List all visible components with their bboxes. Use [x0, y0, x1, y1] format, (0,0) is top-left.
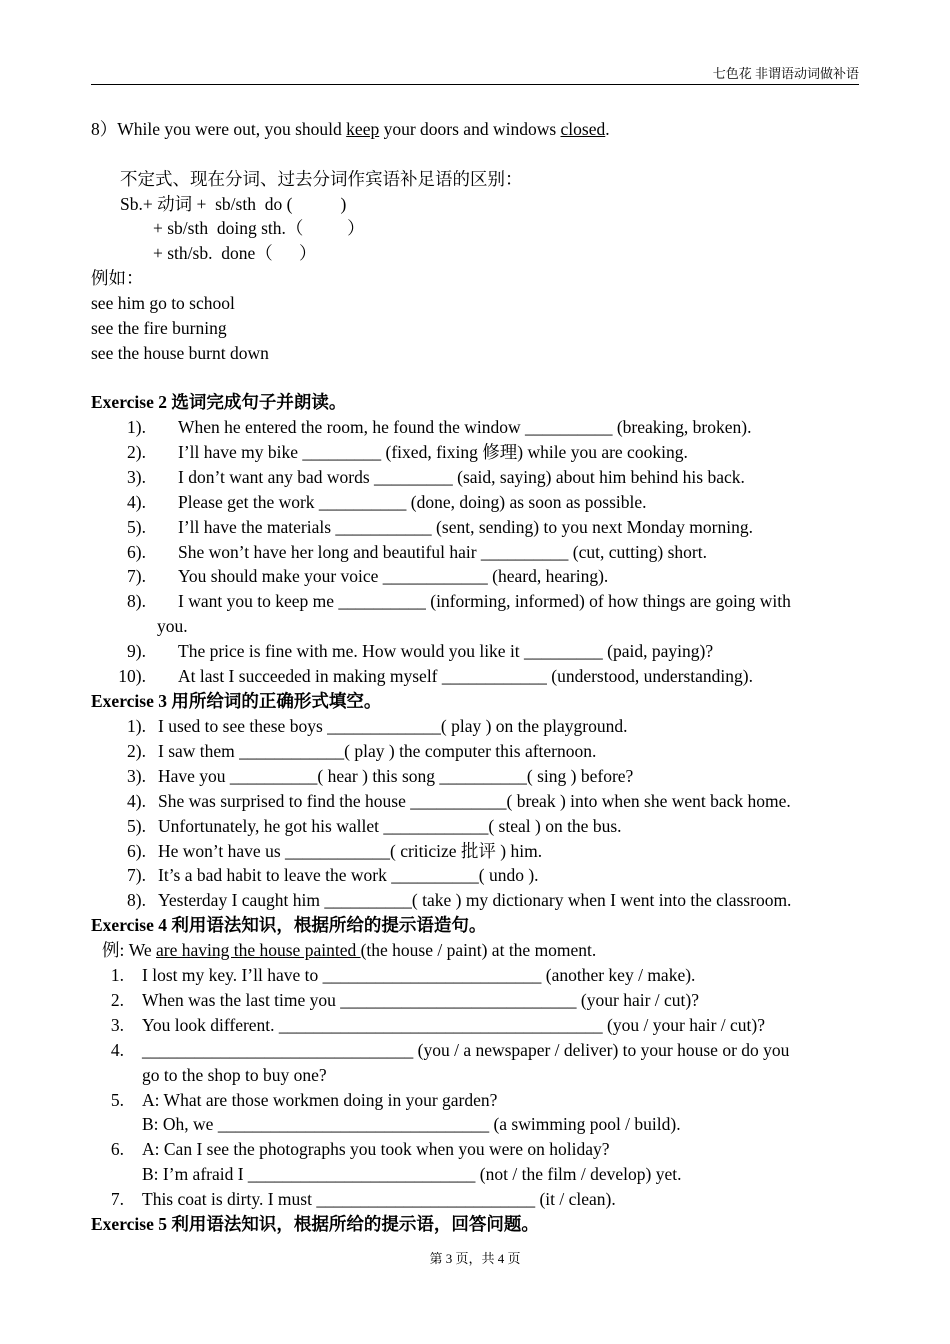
- item-text: He won’t have us ____________( criticize 批评 ) him.: [158, 840, 543, 861]
- item-text: She won’t have her long and beautiful hair __________ (cut, cutting) short.: [178, 541, 707, 562]
- item-text: Have you __________( hear ) this song __________( sing ) before?: [158, 765, 634, 786]
- item-text: I don’t want any bad words _________ (said, saying) about him behind his back.: [178, 466, 745, 487]
- item-text: I’ll have the materials ___________ (sent, sending) to you next Monday morning.: [178, 516, 753, 537]
- item-text: This coat is dirty. I must _________________________ (it / clean).: [142, 1189, 616, 1210]
- page-footer: 第 3 页，共 4 页: [429, 1251, 521, 1266]
- example-line: see him go to school: [91, 293, 235, 313]
- example-line: see the fire burning: [91, 318, 227, 338]
- item-number: 4.: [110, 1039, 124, 1060]
- item-text: Please get the work __________ (done, doing) as soon as possible.: [178, 491, 647, 512]
- item-text: B: Oh, we _______________________________ (a swimming pool / build).: [142, 1114, 681, 1135]
- example-label: 例如：: [91, 268, 144, 288]
- item-text: She was surprised to find the house ___________( break ) into when she went back home.: [158, 790, 791, 811]
- page-header: 七色花 非谓语动词做补语: [91, 66, 859, 85]
- item-number: 6).: [127, 541, 146, 562]
- item-text: It’s a bad habit to leave the work __________( undo ).: [158, 865, 539, 886]
- item-text: go to the shop to buy one?: [142, 1064, 327, 1085]
- item-text: I want you to keep me __________ (informing, informed) of how things are going with: [178, 591, 791, 612]
- item-number: 3).: [127, 466, 146, 487]
- item-number: 2).: [127, 740, 146, 761]
- item-number: 4).: [127, 790, 146, 811]
- item-number: 1.: [110, 965, 124, 985]
- example-line: see the house burnt down: [91, 343, 269, 363]
- item-number: 1).: [127, 716, 146, 736]
- item-text: You should make your voice ____________ (heard, hearing).: [178, 566, 609, 587]
- distinction-row: + sth/sb. done（ ）: [153, 243, 317, 263]
- distinction-row: + sb/sth doing sth.（ ）: [153, 218, 365, 238]
- distinction-row: Sb.+ 动词 + sb/sth do ( ): [120, 194, 347, 214]
- item-8: 8）While you were out, you should keep your doors and windows closed.: [91, 119, 610, 139]
- item-number: 10).: [118, 666, 146, 686]
- item-text: When was the last time you ___________________________ (your hair / cut)?: [142, 989, 699, 1010]
- item-number: 6.: [110, 1139, 124, 1160]
- item-text: B: I’m afraid I __________________________ (not / the film / develop) yet.: [142, 1164, 682, 1185]
- item-number: 9).: [127, 641, 146, 662]
- item-number: 8).: [127, 591, 146, 612]
- item-text: You look different. _____________________________________ (you / your hair / cut)?: [142, 1014, 765, 1035]
- item-text: I lost my key. I’ll have to _________________________ (another key / make).: [142, 965, 696, 985]
- item-text: Yesterday I caught him __________( take ) my dictionary when I went into the classroom.: [158, 890, 792, 911]
- item-text: At last I succeeded in making myself ____________ (understood, understanding).: [178, 666, 753, 686]
- item-number: 5).: [127, 516, 146, 537]
- item-text: you.: [157, 616, 188, 637]
- item-text: I saw them ____________( play ) the computer this afternoon.: [158, 740, 597, 761]
- item-number: 6).: [127, 840, 146, 861]
- exercise-3-title: Exercise 3 用所给词的正确形式填空。: [91, 691, 382, 711]
- item-text: The price is fine with me. How would you like it _________ (paid, paying)?: [178, 641, 714, 662]
- item-number: 2).: [127, 441, 146, 462]
- exercise-4-example: 例: We are having the house painted (the house / paint) at the moment.: [102, 940, 597, 960]
- exercise-4-title: Exercise 4 利用语法知识，根据所给的提示语造句。: [91, 915, 487, 935]
- item-text: A: What are those workmen doing in your garden?: [142, 1089, 498, 1110]
- item-number: 7).: [127, 865, 146, 886]
- item-number: 8).: [127, 890, 146, 911]
- item-number: 2.: [110, 989, 124, 1010]
- exercise-2-title: Exercise 2 选词完成句子并朗读。: [91, 392, 347, 412]
- exercise-5-title: Exercise 5 利用语法知识，根据所给的提示语，回答问题。: [91, 1214, 539, 1234]
- item-number: 1).: [127, 417, 146, 437]
- item-text: _______________________________ (you / a newspaper / deliver) to your house or do you: [142, 1039, 790, 1060]
- item-number: 7).: [127, 566, 146, 587]
- item-number: 7.: [110, 1189, 124, 1210]
- item-text: I used to see these boys _____________( play ) on the playground.: [158, 716, 628, 736]
- item-text: I’ll have my bike _________ (fixed, fixing 修理) while you are cooking.: [178, 441, 688, 462]
- item-number: 3).: [127, 765, 146, 786]
- item-text: Unfortunately, he got his wallet ____________( steal ) on the bus.: [158, 815, 622, 836]
- item-number: 5.: [110, 1089, 124, 1110]
- item-number: 4).: [127, 491, 146, 512]
- item-number: 3.: [110, 1014, 124, 1035]
- item-number: 5).: [127, 815, 146, 836]
- item-text: When he entered the room, he found the window __________ (breaking, broken).: [178, 417, 752, 437]
- distinction-title: 不定式、现在分词、过去分词作宾语补足语的区别：: [120, 169, 523, 189]
- item-text: A: Can I see the photographs you took when you were on holiday?: [142, 1139, 610, 1160]
